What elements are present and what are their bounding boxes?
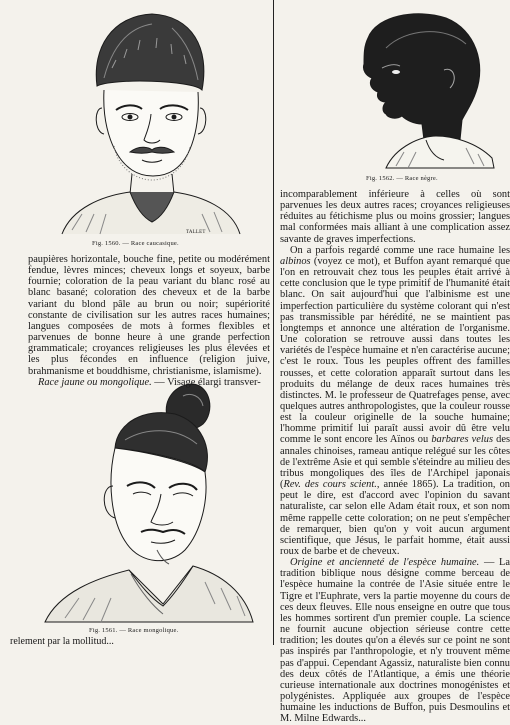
engraver-signature: TALLET xyxy=(186,230,206,235)
right-paragraph-3: Origine et ancienneté de l'espèce humaine. — La tradition biblique nous désigne comme berceau de l'espèce humaine la contrée de l'Asie située entre le Tigre et l'Euphrate, vers la partie moyenne du cours de ces deux fleuves. Elle nous enseigne en outre que tous les hommes sortirent d'un premier couple. La science ne fournit aucune objection sérieuse contre cette tradition; les doutes qu'on a élevés sur ce point ne sont pas inspirés par l'anthropologie, et n'y trouvent même pas d'appui. Cependant Agassiz, naturaliste bien connu des deux côtés de l'Atlantique, a émis une théorie curieuse internationale aux doctrines monogénistes et polygénistes. Appliquée aux groupes de l'espèce humaine les inductions de Buffon, puis Desmoulins et M. Milne Edwards... xyxy=(280,557,510,725)
column-rule xyxy=(273,0,274,645)
figure-1560-caption: Fig. 1560. — Race caucasique. xyxy=(92,240,179,247)
figure-1562-caption: Fig. 1562. — Race nègre. xyxy=(366,175,438,182)
right-paragraph-1: incomparablement inférieure à celles où sont parvenues les deux autres races; croyances religieuses réduites au fétichisme plus ou moins grossier; langues mal conformées mais alliant à une complication assez savante de graves imperfections. xyxy=(280,189,510,245)
figure-1561-illustration xyxy=(45,382,255,624)
left-column-bottom-line: relement par la mollitud... xyxy=(10,636,114,647)
figure-1561-caption: Fig. 1561. — Race mongolique. xyxy=(89,627,179,634)
left-paragraph-1: paupières horizontale, bouche fine, petite ou modérément fendue, lèvres minces; cheveux longs et soyeux, barbe fournie; coloration de la peau variant du blanc rosé au blanc basané; coloration des cheveux et de la barbe variant du blond pâle au brun ou noir; supériorité constante de civilisation sur les autres races humaines; langues composées de mots à formes flexibles et parvenues de bonne heure à une grande perfection grammaticale; croyances religieuses les plus élevées et les plus fécondes en influence (religion juive, brahmanisme et bouddhisme, christianisme, islamisme). xyxy=(28,254,270,377)
figure-1560-illustration xyxy=(52,8,242,236)
right-paragraph-2: On a parfois regardé comme une race humaine les albinos (voyez ce mot), et Buffon ayant remarqué que l'on en retrouvait chez tous les peuples était arrivé à cette conclusion que le type primitif de l'humanité était blanc. On sait aujourd'hui que l'albinisme est une imperfection particulière du système colorant qui n'est pas transmissible par hérédité, ne se maintient pas longtemps et annonce une altération de l'organisme. Une coloration se retrouve aussi dans toutes les variétés de l'espèce humaine et n'en caractérise aucune; c'est le roux. Tous les peuples offrent des familles rousses, et cette coloration apparaît surtout dans les produits du mélange de deux races humaines très distinctes. M. le professeur de Quatrefages pense, avec quelques autres anthropologistes, que la couleur rousse est la couleur originelle de la souche humaine; l'homme primitif lui paraît aussi avoir dû être velu comme le sont encore les Aïnos ou barbares velus des annales chinoises, rameau antique relégué sur les côtes de l'extrême Asie et qui semble s'éteindre au milieu des tribus mongoliques des îles de l'Archipel japonais (Rev. des cours scient., année 1865). La tradition, on peut le dire, est d'accord avec l'opinion du savant naturaliste, car selon elle Adam était roux, et son nom même rappelle cette coloration; on ne peut s'empêcher de remarquer, bien qu'on y voit aucun argument scientifique, que Jésus, le parfait homme, était aussi roux de barbe et de cheveux. xyxy=(280,244,510,557)
left-column-text xyxy=(28,254,270,388)
origine-heading: Origine et ancienneté de l'espèce humaine. xyxy=(290,557,480,569)
right-column-text xyxy=(280,189,510,725)
left-paragraph-2: Race jaune ou mongolique. — Visage élargi transver- xyxy=(38,376,261,388)
race-jaune-heading: Race jaune ou mongolique. xyxy=(38,376,152,388)
figure-1562-illustration xyxy=(326,8,496,173)
